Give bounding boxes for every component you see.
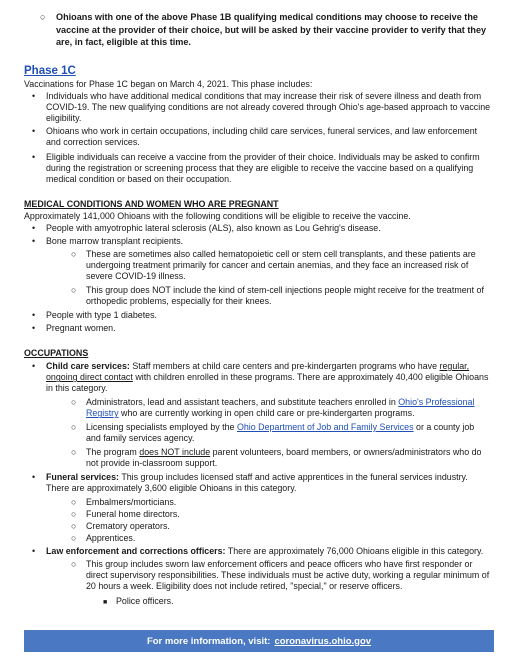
funeral-item: Crematory operators.	[86, 521, 170, 531]
circle-bullet-icon: ○	[71, 559, 77, 569]
medical-item-pregnant: Pregnant women.	[46, 323, 116, 333]
funeral-item: Funeral home directors.	[86, 509, 180, 519]
child-care-exclusion: The program does NOT include parent volunteers, board members, or owners/administrators who do not provide in-classroom support.	[86, 447, 482, 469]
odjfs-link[interactable]: Ohio Department of Job and Family Services	[236, 422, 414, 432]
medical-item-bone-marrow: Bone marrow transplant recipients.	[46, 236, 184, 246]
bullet-icon: •	[32, 236, 36, 246]
phase-1c-heading: Phase 1C	[24, 65, 76, 77]
circle-bullet-icon: ○	[71, 497, 77, 507]
circle-bullet-icon: ○	[71, 249, 77, 259]
ohio-professional-registry-link[interactable]: Ohio's Professional Registry	[86, 397, 475, 419]
square-bullet-icon: ■	[103, 599, 108, 606]
coronavirus-ohio-link[interactable]: coronavirus.ohio.gov	[274, 635, 372, 647]
circle-bullet-icon: ○	[71, 509, 77, 519]
child-care-licensing: Licensing specialists employed by the Ohio Department of Job and Family Services or a county job and family services agency.	[86, 422, 475, 444]
bullet-icon: •	[32, 546, 36, 556]
bullet-icon: •	[32, 91, 36, 101]
child-care-teachers: Administrators, lead and assistant teachers, and substitute teachers enrolled in Ohio's Professional Registry who are currently working in open child care or pre-kindergarten programs.	[86, 397, 475, 419]
bullet-icon: •	[32, 152, 36, 162]
bullet-icon: •	[32, 223, 36, 233]
circle-bullet-icon: ○	[71, 422, 77, 432]
funeral-item: Apprentices.	[86, 533, 136, 543]
occupation-funeral: Funeral services: This group includes licensed staff and active apprentices in the funeral services industry. There are approximately 3,600 eligible Ohioans in this category.	[46, 472, 468, 494]
circle-bullet-icon: ○	[40, 12, 46, 22]
child-care-label: Child care services:	[46, 361, 130, 371]
phase-1c-intro: Vaccinations for Phase 1C began on March 4, 2021. This phase includes:	[24, 79, 313, 89]
circle-bullet-icon: ○	[71, 521, 77, 531]
bullet-icon: •	[32, 323, 36, 333]
phase-1c-bullet-provider: Eligible individuals can receive a vaccine from the provider of their choice. Individuals may be asked to confirm during the registration or screening process that they are eligible to receive the vaccine based on a qualifying medical condition or based on their occupation.	[46, 152, 480, 185]
footer-text: For more information, visit:	[146, 635, 271, 647]
funeral-item: Embalmers/morticians.	[86, 497, 177, 507]
circle-bullet-icon: ○	[71, 447, 77, 457]
medical-item-diabetes: People with type 1 diabetes.	[46, 310, 158, 320]
circle-bullet-icon: ○	[71, 285, 77, 295]
law-label: Law enforcement and corrections officers:	[46, 546, 226, 556]
law-item-police: Police officers.	[116, 596, 174, 606]
phase-1c-bullet-conditions: Individuals who have additional medical conditions that may increase their risk of severe illness and death from COVID-19. The new qualifying conditions are not already covered through Ohio's age-based approach to vaccine eligibility.	[46, 91, 491, 124]
bullet-icon: •	[32, 361, 36, 371]
medical-intro: Approximately 141,000 Ohioans with the following conditions will be eligible to receive the vaccine.	[24, 211, 411, 221]
bone-marrow-exclusion: This group does NOT include the kind of stem-cell injections people might receive for the treatment of orthopedic problems, especially for their knees.	[86, 285, 484, 307]
occupation-child-care: Child care services: Staff members at child care centers and pre-kindergarten programs who have regular, ongoing direct contact with children enrolled in these programs. There are approximately 40,400 eligible Ohioans in this category.	[46, 361, 489, 394]
bullet-icon: •	[32, 126, 36, 136]
occupation-law-enforcement: Law enforcement and corrections officers: There are approximately 76,000 Ohioans eligible in this category.	[46, 546, 484, 556]
medical-conditions-heading: MEDICAL CONDITIONS AND WOMEN WHO ARE PREGNANT	[24, 199, 279, 209]
bone-marrow-detail: These are sometimes also called hematopoietic cell or stem cell transplants, and these patients are undergoing treatment primarily for cancer and certain anemias, and they face an increased risk of severe COVID-19 illness.	[86, 249, 476, 282]
phase-1b-note: ○ Ohioans with one of the above Phase 1B qualifying medical conditions may choose to receive the vaccine at the provider of their choice, but will be asked by their vaccine provider to verify that they are, in fact, eligible at this time.	[40, 12, 487, 48]
phase-1c-bullet-occupations: Ohioans who work in certain occupations, including child care services, funeral services, and law enforcement and correction services.	[46, 126, 478, 148]
medical-item-als: People with amyotrophic lateral sclerosis (ALS), also known as Lou Gehrig's disease.	[46, 223, 381, 233]
footer-banner	[24, 630, 494, 652]
bullet-icon: •	[32, 310, 36, 320]
circle-bullet-icon: ○	[71, 397, 77, 407]
bullet-icon: •	[32, 472, 36, 482]
occupations-heading: OCCUPATIONS	[24, 348, 89, 358]
regular-contact-text: regular, ongoing direct contact	[46, 361, 470, 383]
circle-bullet-icon: ○	[71, 533, 77, 543]
law-enforcement-detail: This group includes sworn law enforcement officers and peace officers who have first responder or direct supervisory responsibilities. These individuals must be active duty, working a regular minimum of 20 hours a week. Eligibility does not include retired, "special," or reserve officers.	[86, 559, 490, 592]
funeral-label: Funeral services:	[46, 472, 120, 482]
